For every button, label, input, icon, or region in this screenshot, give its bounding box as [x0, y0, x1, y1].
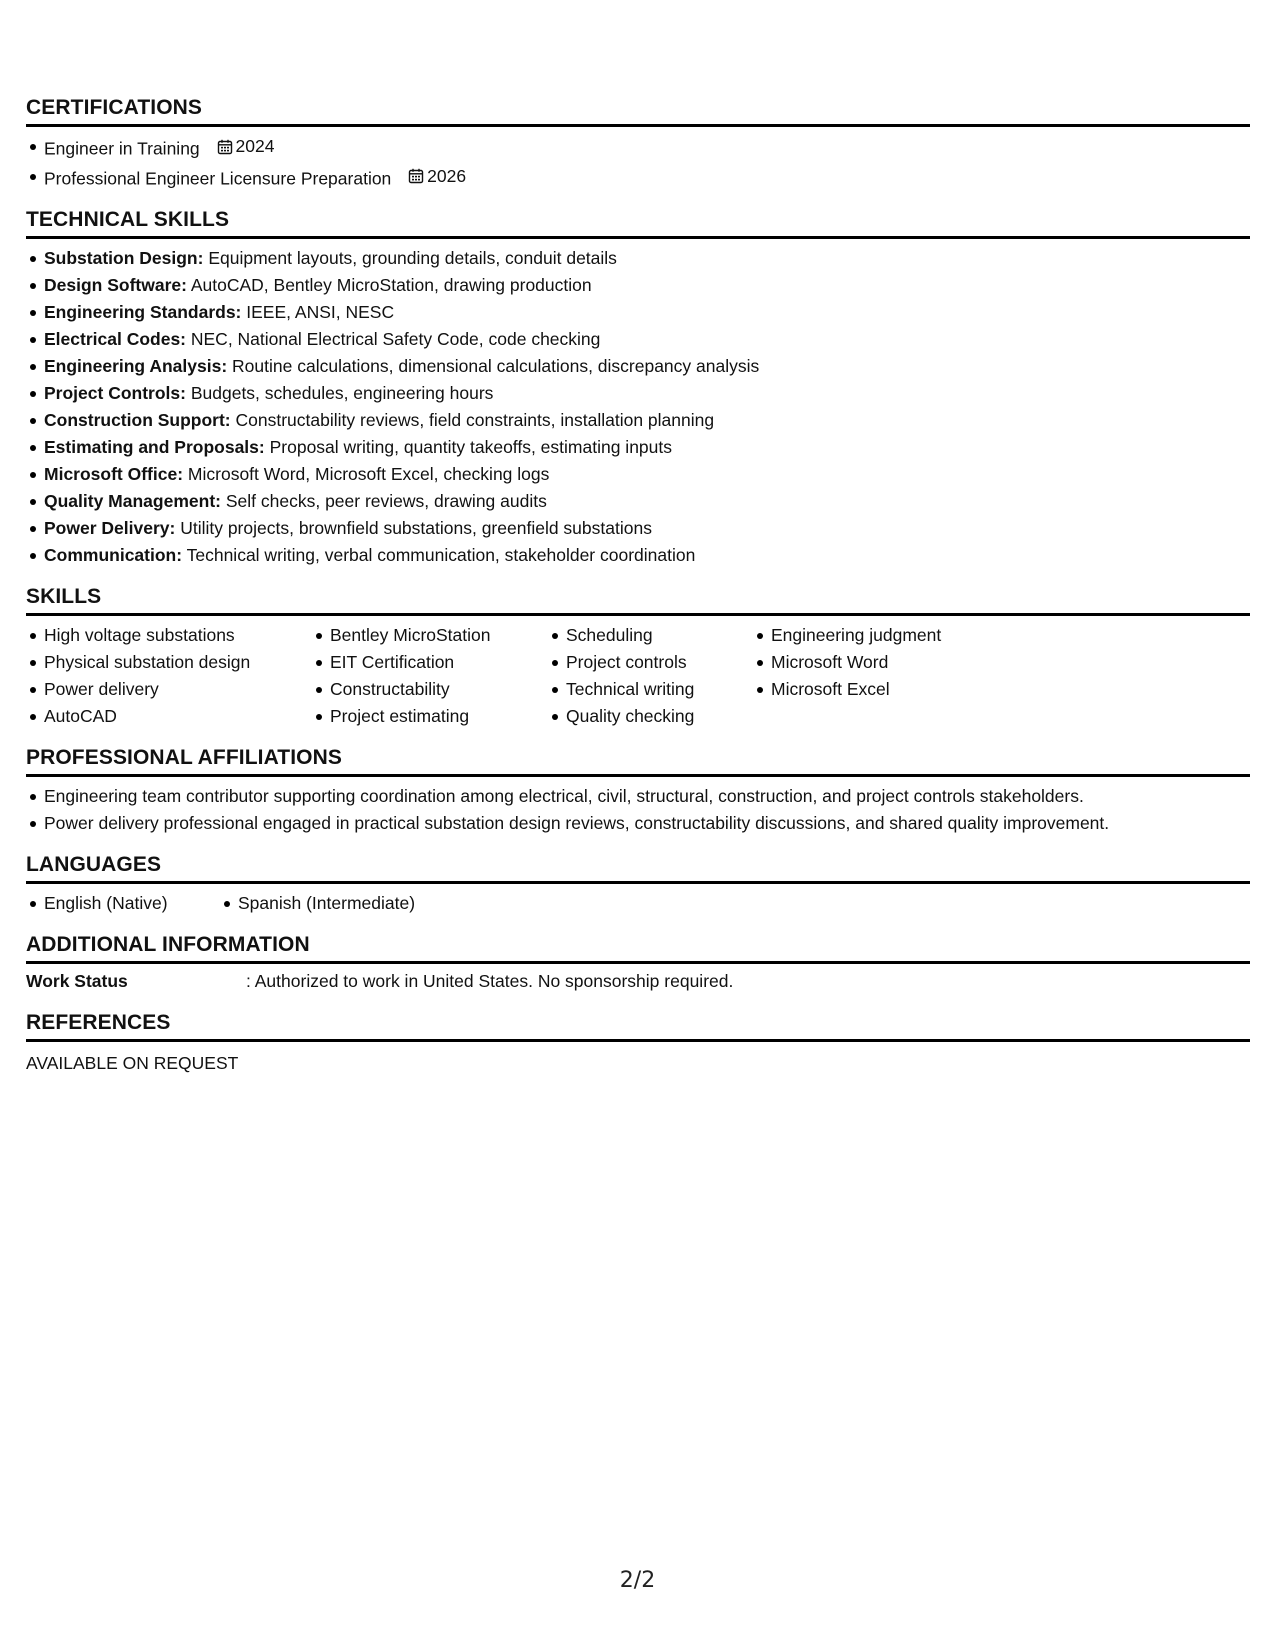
technical-skill-item [44, 353, 1250, 380]
work-status-label: Work Status [26, 971, 128, 991]
technical-skill-text: Proposal writing, quantity takeoffs, estimating inputs [269, 437, 672, 457]
certifications-list [26, 133, 1250, 192]
skill-item: Scheduling [566, 622, 753, 649]
technical-skill-item [44, 380, 1250, 407]
skill-item: Project controls [566, 649, 753, 676]
skills-grid [26, 622, 1250, 730]
technical-skill-label: Quality Management: [44, 491, 221, 511]
page-number: 2/2 [619, 1568, 656, 1593]
language-item: Spanish (Intermediate) [238, 890, 415, 917]
skill-item: Engineering judgment [771, 622, 1031, 649]
references-section [26, 1011, 1250, 1077]
technical-skill-text: Technical writing, verbal communication, stakeholder coordination [186, 545, 696, 565]
technical-skill-item [44, 461, 1250, 488]
affiliations-list [26, 783, 1250, 837]
technical-skill-text: Constructability reviews, field constraints, installation planning [235, 410, 715, 430]
references-heading: REFERENCES [26, 1011, 1250, 1042]
certification-item [44, 163, 1250, 193]
technical-skill-label: Engineering Analysis: [44, 356, 228, 376]
language-item: English (Native) [44, 890, 220, 917]
technical-skill-label: Project Controls: [44, 383, 186, 403]
technical-skill-text: IEEE, ANSI, NESC [246, 302, 395, 322]
affiliations-heading: PROFESSIONAL AFFILIATIONS [26, 746, 1250, 777]
calendar-icon [217, 139, 233, 155]
technical-skill-label: Substation Design: [44, 248, 204, 268]
additional-information-section [26, 933, 1250, 995]
skill-item: Quality checking [566, 703, 753, 730]
technical-skill-text: Budgets, schedules, engineering hours [190, 383, 494, 403]
technical-skill-text: AutoCAD, Bentley MicroStation, drawing production [190, 275, 592, 295]
skill-item: AutoCAD [44, 703, 312, 730]
work-status-value: : Authorized to work in United States. No sponsorship required. [246, 971, 734, 991]
technical-skill-text: Microsoft Word, Microsoft Excel, checking logs [187, 464, 550, 484]
certifications-heading: CERTIFICATIONS [26, 96, 1250, 127]
technical-skills-section [26, 208, 1250, 569]
technical-skill-item [44, 299, 1250, 326]
technical-skill-text: Routine calculations, dimensional calculations, discrepancy analysis [232, 356, 760, 376]
certification-year: 2026 [427, 165, 467, 186]
resume-page [26, 96, 1250, 1077]
technical-skill-item [44, 326, 1250, 353]
technical-skills-list [26, 245, 1250, 569]
skills-column [753, 622, 1031, 730]
technical-skill-item [44, 407, 1250, 434]
technical-skill-label: Engineering Standards: [44, 302, 242, 322]
skill-item: Constructability [330, 676, 548, 703]
skills-heading: SKILLS [26, 585, 1250, 616]
work-status-row [26, 968, 1250, 995]
skill-item: Project estimating [330, 703, 548, 730]
additional-information-heading: ADDITIONAL INFORMATION [26, 933, 1250, 964]
languages-list [26, 890, 1250, 917]
technical-skill-item [44, 488, 1250, 515]
calendar-icon [408, 168, 424, 184]
technical-skill-text: Self checks, peer reviews, drawing audits [225, 491, 547, 511]
references-text: AVAILABLE ON REQUEST [26, 1053, 239, 1073]
technical-skill-label: Communication: [44, 545, 183, 565]
skills-section [26, 585, 1250, 730]
skills-column [548, 622, 753, 730]
technical-skills-heading: TECHNICAL SKILLS [26, 208, 1250, 239]
skills-column [312, 622, 548, 730]
technical-skill-label: Estimating and Proposals: [44, 437, 265, 457]
certifications-section [26, 96, 1250, 192]
certification-date [408, 163, 466, 190]
affiliation-item: Power delivery professional engaged in practical substation design reviews, constructability discussions, and shared quality improvement. [44, 810, 1250, 837]
skill-item: EIT Certification [330, 649, 548, 676]
skills-column [26, 622, 312, 730]
technical-skill-text: Utility projects, brownfield substations, greenfield substations [180, 518, 652, 538]
certification-name: Engineer in Training [44, 138, 200, 159]
affiliations-section [26, 746, 1250, 837]
languages-section [26, 853, 1250, 917]
skill-item: Microsoft Word [771, 649, 1031, 676]
skill-item: Technical writing [566, 676, 753, 703]
technical-skill-text: Equipment layouts, grounding details, conduit details [208, 248, 617, 268]
technical-skill-label: Microsoft Office: [44, 464, 184, 484]
certification-item [44, 133, 1250, 163]
technical-skill-label: Power Delivery: [44, 518, 176, 538]
technical-skill-item [44, 434, 1250, 461]
technical-skill-item [44, 542, 1250, 569]
skill-item: High voltage substations [44, 622, 312, 649]
technical-skill-item [44, 515, 1250, 542]
technical-skill-item [44, 272, 1250, 299]
technical-skill-label: Electrical Codes: [44, 329, 186, 349]
languages-heading: LANGUAGES [26, 853, 1250, 884]
technical-skill-label: Design Software: [44, 275, 187, 295]
certification-year: 2024 [235, 136, 275, 156]
technical-skill-item [44, 245, 1250, 272]
languages-column [220, 890, 415, 917]
certification-name: Professional Engineer Licensure Preparation [44, 168, 392, 188]
affiliation-item: Engineering team contributor supporting coordination among electrical, civil, structural, construction, and project controls stakeholders. [44, 783, 1250, 810]
skill-item: Microsoft Excel [771, 676, 1031, 703]
technical-skill-text: NEC, National Electrical Safety Code, code checking [190, 329, 601, 349]
skill-item: Bentley MicroStation [330, 622, 548, 649]
skill-item: Physical substation design [44, 649, 312, 676]
certification-date [217, 133, 275, 160]
skill-item: Power delivery [44, 676, 312, 703]
technical-skill-label: Construction Support: [44, 410, 231, 430]
languages-column [26, 890, 220, 917]
